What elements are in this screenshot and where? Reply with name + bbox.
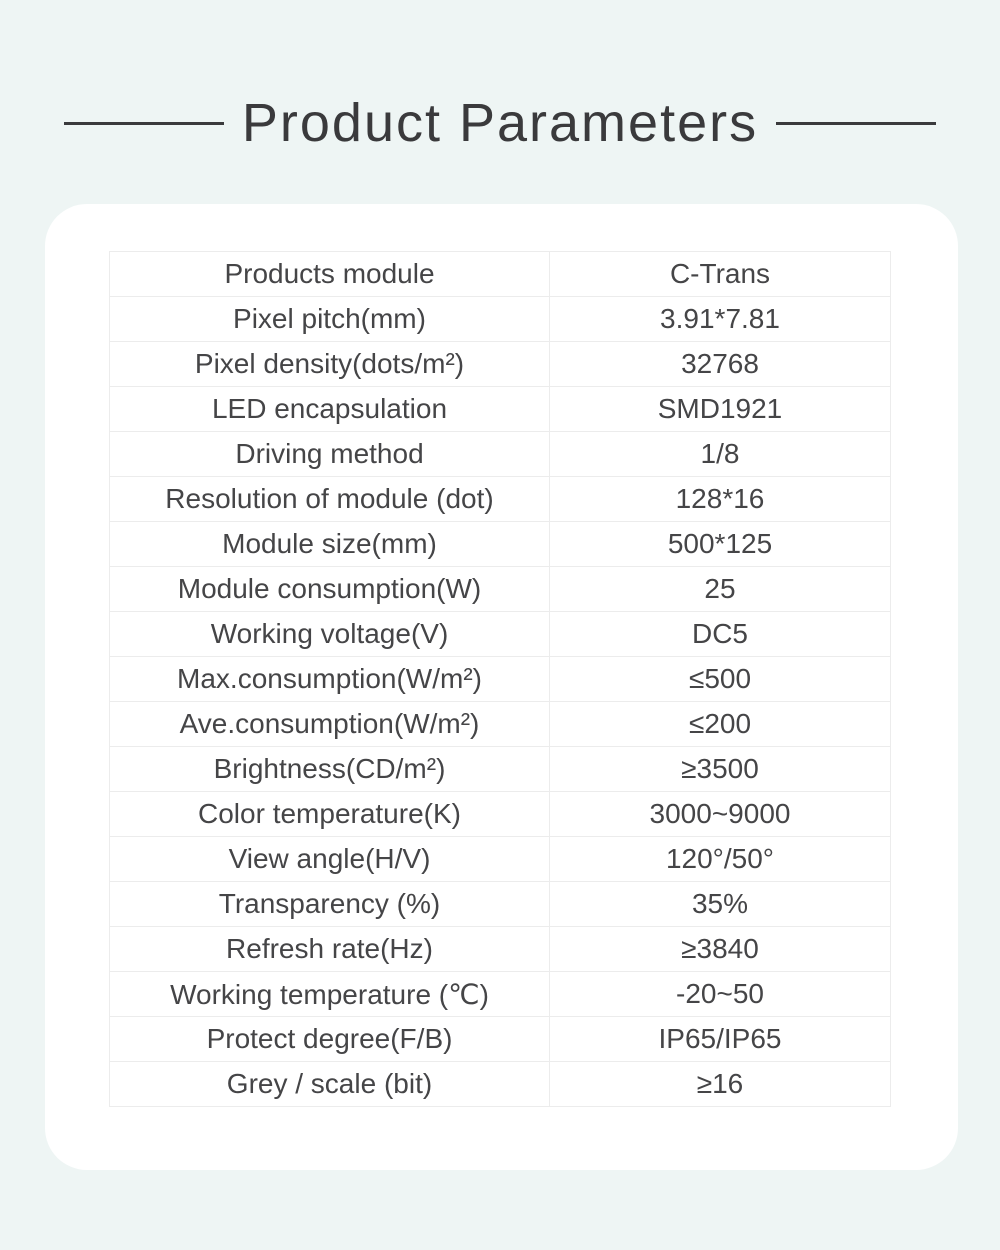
parameter-value-cell: 25	[550, 567, 891, 612]
parameter-name-cell: Working temperature (℃)	[110, 972, 550, 1017]
table-row	[110, 1017, 891, 1062]
table-row	[110, 972, 891, 1017]
parameter-value-cell: 3.91*7.81	[550, 297, 891, 342]
parameter-name-cell: Module consumption(W)	[110, 567, 550, 612]
parameter-name-cell: Pixel density(dots/m²)	[110, 342, 550, 387]
parameter-name-cell: View angle(H/V)	[110, 837, 550, 882]
parameter-name-cell: Ave.consumption(W/m²)	[110, 702, 550, 747]
parameters-table	[109, 251, 891, 1107]
parameter-name-cell: Module size(mm)	[110, 522, 550, 567]
table-row	[110, 747, 891, 792]
parameter-name-cell: Max.consumption(W/m²)	[110, 657, 550, 702]
parameter-name-cell: Products module	[110, 252, 550, 297]
parameter-value-cell: -20~50	[550, 972, 891, 1017]
section-header	[0, 92, 1000, 154]
parameter-value-cell: C-Trans	[550, 252, 891, 297]
parameter-name-cell: Pixel pitch(mm)	[110, 297, 550, 342]
parameter-name-cell: Transparency (%)	[110, 882, 550, 927]
table-row	[110, 1062, 891, 1107]
title-line-right	[776, 122, 936, 125]
title-line-left	[64, 122, 224, 125]
parameter-value-cell: ≤500	[550, 657, 891, 702]
parameter-name-cell: LED encapsulation	[110, 387, 550, 432]
parameter-value-cell: 3000~9000	[550, 792, 891, 837]
parameter-value-cell: DC5	[550, 612, 891, 657]
parameter-value-cell: 120°/50°	[550, 837, 891, 882]
parameter-name-cell: Color temperature(K)	[110, 792, 550, 837]
parameter-value-cell: ≥3500	[550, 747, 891, 792]
table-row	[110, 342, 891, 387]
table-row	[110, 477, 891, 522]
parameter-value-cell: IP65/IP65	[550, 1017, 891, 1062]
parameter-name-cell: Resolution of module (dot)	[110, 477, 550, 522]
table-row	[110, 702, 891, 747]
table-row	[110, 432, 891, 477]
parameter-name-cell: Working voltage(V)	[110, 612, 550, 657]
table-row	[110, 297, 891, 342]
parameter-name-cell: Brightness(CD/m²)	[110, 747, 550, 792]
parameter-value-cell: 128*16	[550, 477, 891, 522]
table-row	[110, 837, 891, 882]
table-row	[110, 792, 891, 837]
table-row	[110, 567, 891, 612]
table-row	[110, 612, 891, 657]
parameter-name-cell: Grey / scale (bit)	[110, 1062, 550, 1107]
table-row	[110, 657, 891, 702]
parameter-name-cell: Driving method	[110, 432, 550, 477]
parameter-value-cell: 35%	[550, 882, 891, 927]
parameter-value-cell: SMD1921	[550, 387, 891, 432]
parameter-value-cell: 32768	[550, 342, 891, 387]
parameter-name-cell: Refresh rate(Hz)	[110, 927, 550, 972]
parameter-value-cell: ≥16	[550, 1062, 891, 1107]
parameter-value-cell: 1/8	[550, 432, 891, 477]
table-row	[110, 927, 891, 972]
parameter-value-cell: ≥3840	[550, 927, 891, 972]
table-row	[110, 882, 891, 927]
parameters-card	[45, 204, 958, 1170]
parameter-name-cell: Protect degree(F/B)	[110, 1017, 550, 1062]
parameter-value-cell: ≤200	[550, 702, 891, 747]
page-title: Product Parameters	[241, 93, 759, 153]
table-row	[110, 252, 891, 297]
table-row	[110, 387, 891, 432]
parameter-value-cell: 500*125	[550, 522, 891, 567]
table-row	[110, 522, 891, 567]
